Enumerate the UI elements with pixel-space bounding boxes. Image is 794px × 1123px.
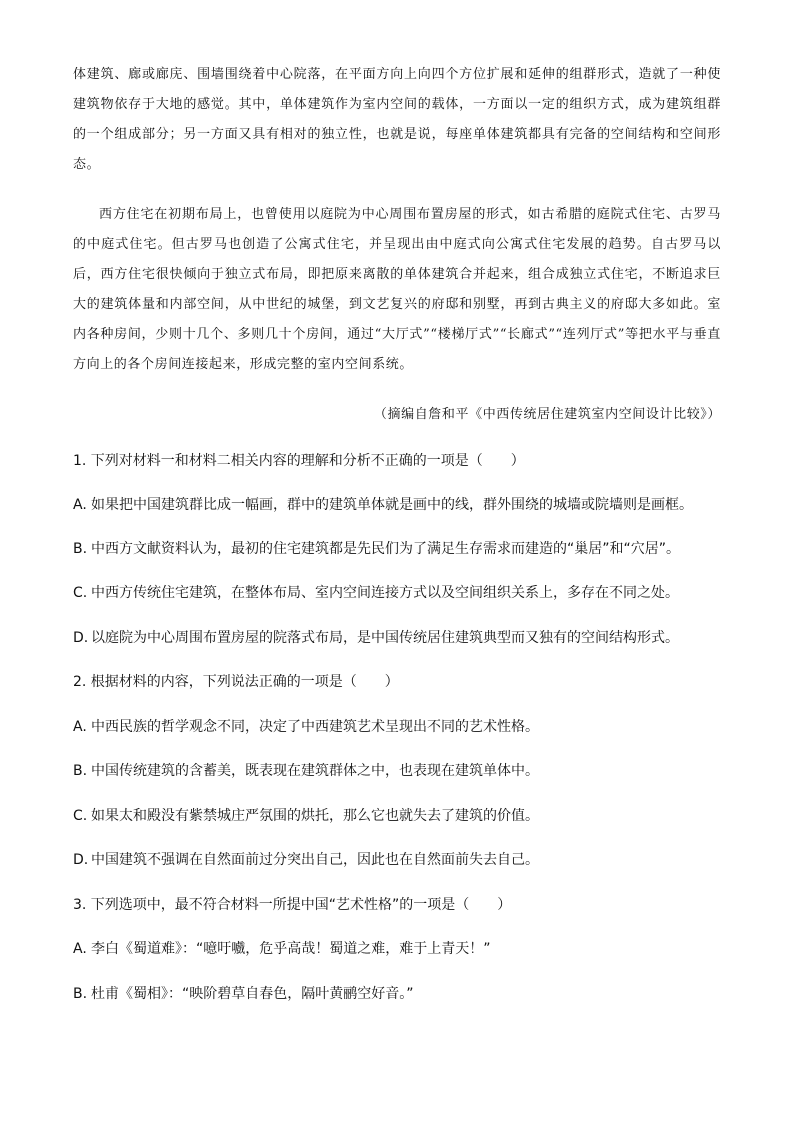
- option-text: 李白《蜀道难》：“噫吁嚱，危乎高哉！蜀道之难，难于上青天！”: [91, 941, 491, 957]
- question-1-option-b: [73, 538, 733, 560]
- question-1-option-d: [73, 627, 733, 649]
- option-letter: D.: [73, 852, 89, 868]
- passage-source: （摘编自詹和平《中西传统居住建筑室内空间设计比较》）: [373, 407, 721, 422]
- question-3-option-b: [73, 983, 733, 1005]
- option-text: 中国建筑不强调在自然面前过分突出自己，因此也在自然面前失去自己。: [91, 852, 539, 868]
- question-2-option-b: [73, 760, 733, 782]
- question-2-option-c: [73, 805, 733, 827]
- question-2-option-a: [73, 716, 733, 738]
- option-text: 如果把中国建筑群比成一幅画，群中的建筑单体就是画中的线，群外围绕的城墙或院墙则是画框。: [91, 497, 693, 513]
- option-text: 中西方传统住宅建筑，在整体布局、室内空间连接方式以及空间组织关系上，多存在不同之处。: [91, 585, 679, 601]
- question-1-option-a: [73, 494, 733, 516]
- question-2-stem: 2. 根据材料的内容，下列说法正确的一项是（ ）: [73, 674, 399, 690]
- option-text: 中西民族的哲学观念不同，决定了中西建筑艺术呈现出不同的艺术性格。: [91, 719, 539, 735]
- passage-paragraph-1: 体建筑、廊或廊庑、围墙围绕着中心院落，在平面方向上向四个方位扩展和延伸的组群形式，造就了一种使建筑物依存于大地的感觉。其中，单体建筑作为室内空间的载体，一方面以一定的组织方式，成为建筑组群的一个组成部分；另一方面又具有相对的独立性，也就是说，每座单体建筑都具有完备的空间结构和空间形态。: [73, 67, 721, 172]
- question-3-stem: 3. 下列选项中，最不符合材料一所提中国“艺术性格”的一项是（ ）: [73, 897, 512, 913]
- option-text: 如果太和殿没有紫禁城庄严氛围的烘托，那么它也就失去了建筑的价值。: [91, 808, 539, 824]
- option-letter: C.: [73, 585, 88, 601]
- passage-paragraph-2: 西方住宅在初期布局上，也曾使用以庭院为中心周围布置房屋的形式，如古希腊的庭院式住宅、古罗马的中庭式住宅。但古罗马也创造了公寓式住宅，并呈现出由中庭式向公寓式住宅发展的趋势。自古罗马以后，西方住宅很快倾向于独立式布局，即把原来离散的单体建筑合并起来，组合成独立式住宅，不断追求巨大的建筑体量和内部空间，从中世纪的城堡，到文艺复兴的府邸和别墅，再到古典主义的府邸大多如此。室内各种房间，少则十几个、多则几十个房间，通过“大厅式”“楼梯厅式”“长廊式”“连列厅式”等把水平与垂直方向上的各个房间连接起来，形成完整的室内空间系统。: [73, 207, 721, 372]
- option-text: 杜甫《蜀相》：“映阶碧草自春色，隔叶黄鹂空好音。”: [91, 986, 414, 1002]
- question-1-stem: 1. 下列对材料一和材料二相关内容的理解和分析不正确的一项是（ ）: [73, 453, 525, 469]
- option-text: 中国传统建筑的含蓄美，既表现在建筑群体之中，也表现在建筑单体中。: [91, 763, 539, 779]
- option-letter: A.: [73, 497, 87, 513]
- option-letter: B.: [73, 541, 88, 557]
- option-letter: A.: [73, 941, 87, 957]
- option-letter: B.: [73, 763, 88, 779]
- option-letter: A.: [73, 719, 87, 735]
- option-letter: D.: [73, 630, 89, 646]
- option-text: 中西方文献资料认为，最初的住宅建筑都是先民们为了满足生存需求而建造的“巢居”和“穴居”。: [91, 541, 681, 557]
- option-text: 以庭院为中心周围布置房屋的院落式布局，是中国传统居住建筑典型而又独有的空间结构形式。: [91, 630, 679, 646]
- option-letter: B.: [73, 986, 88, 1002]
- question-3-option-a: [73, 938, 733, 960]
- question-2-option-d: [73, 849, 733, 871]
- option-letter: C.: [73, 808, 88, 824]
- question-1-option-c: [73, 582, 733, 604]
